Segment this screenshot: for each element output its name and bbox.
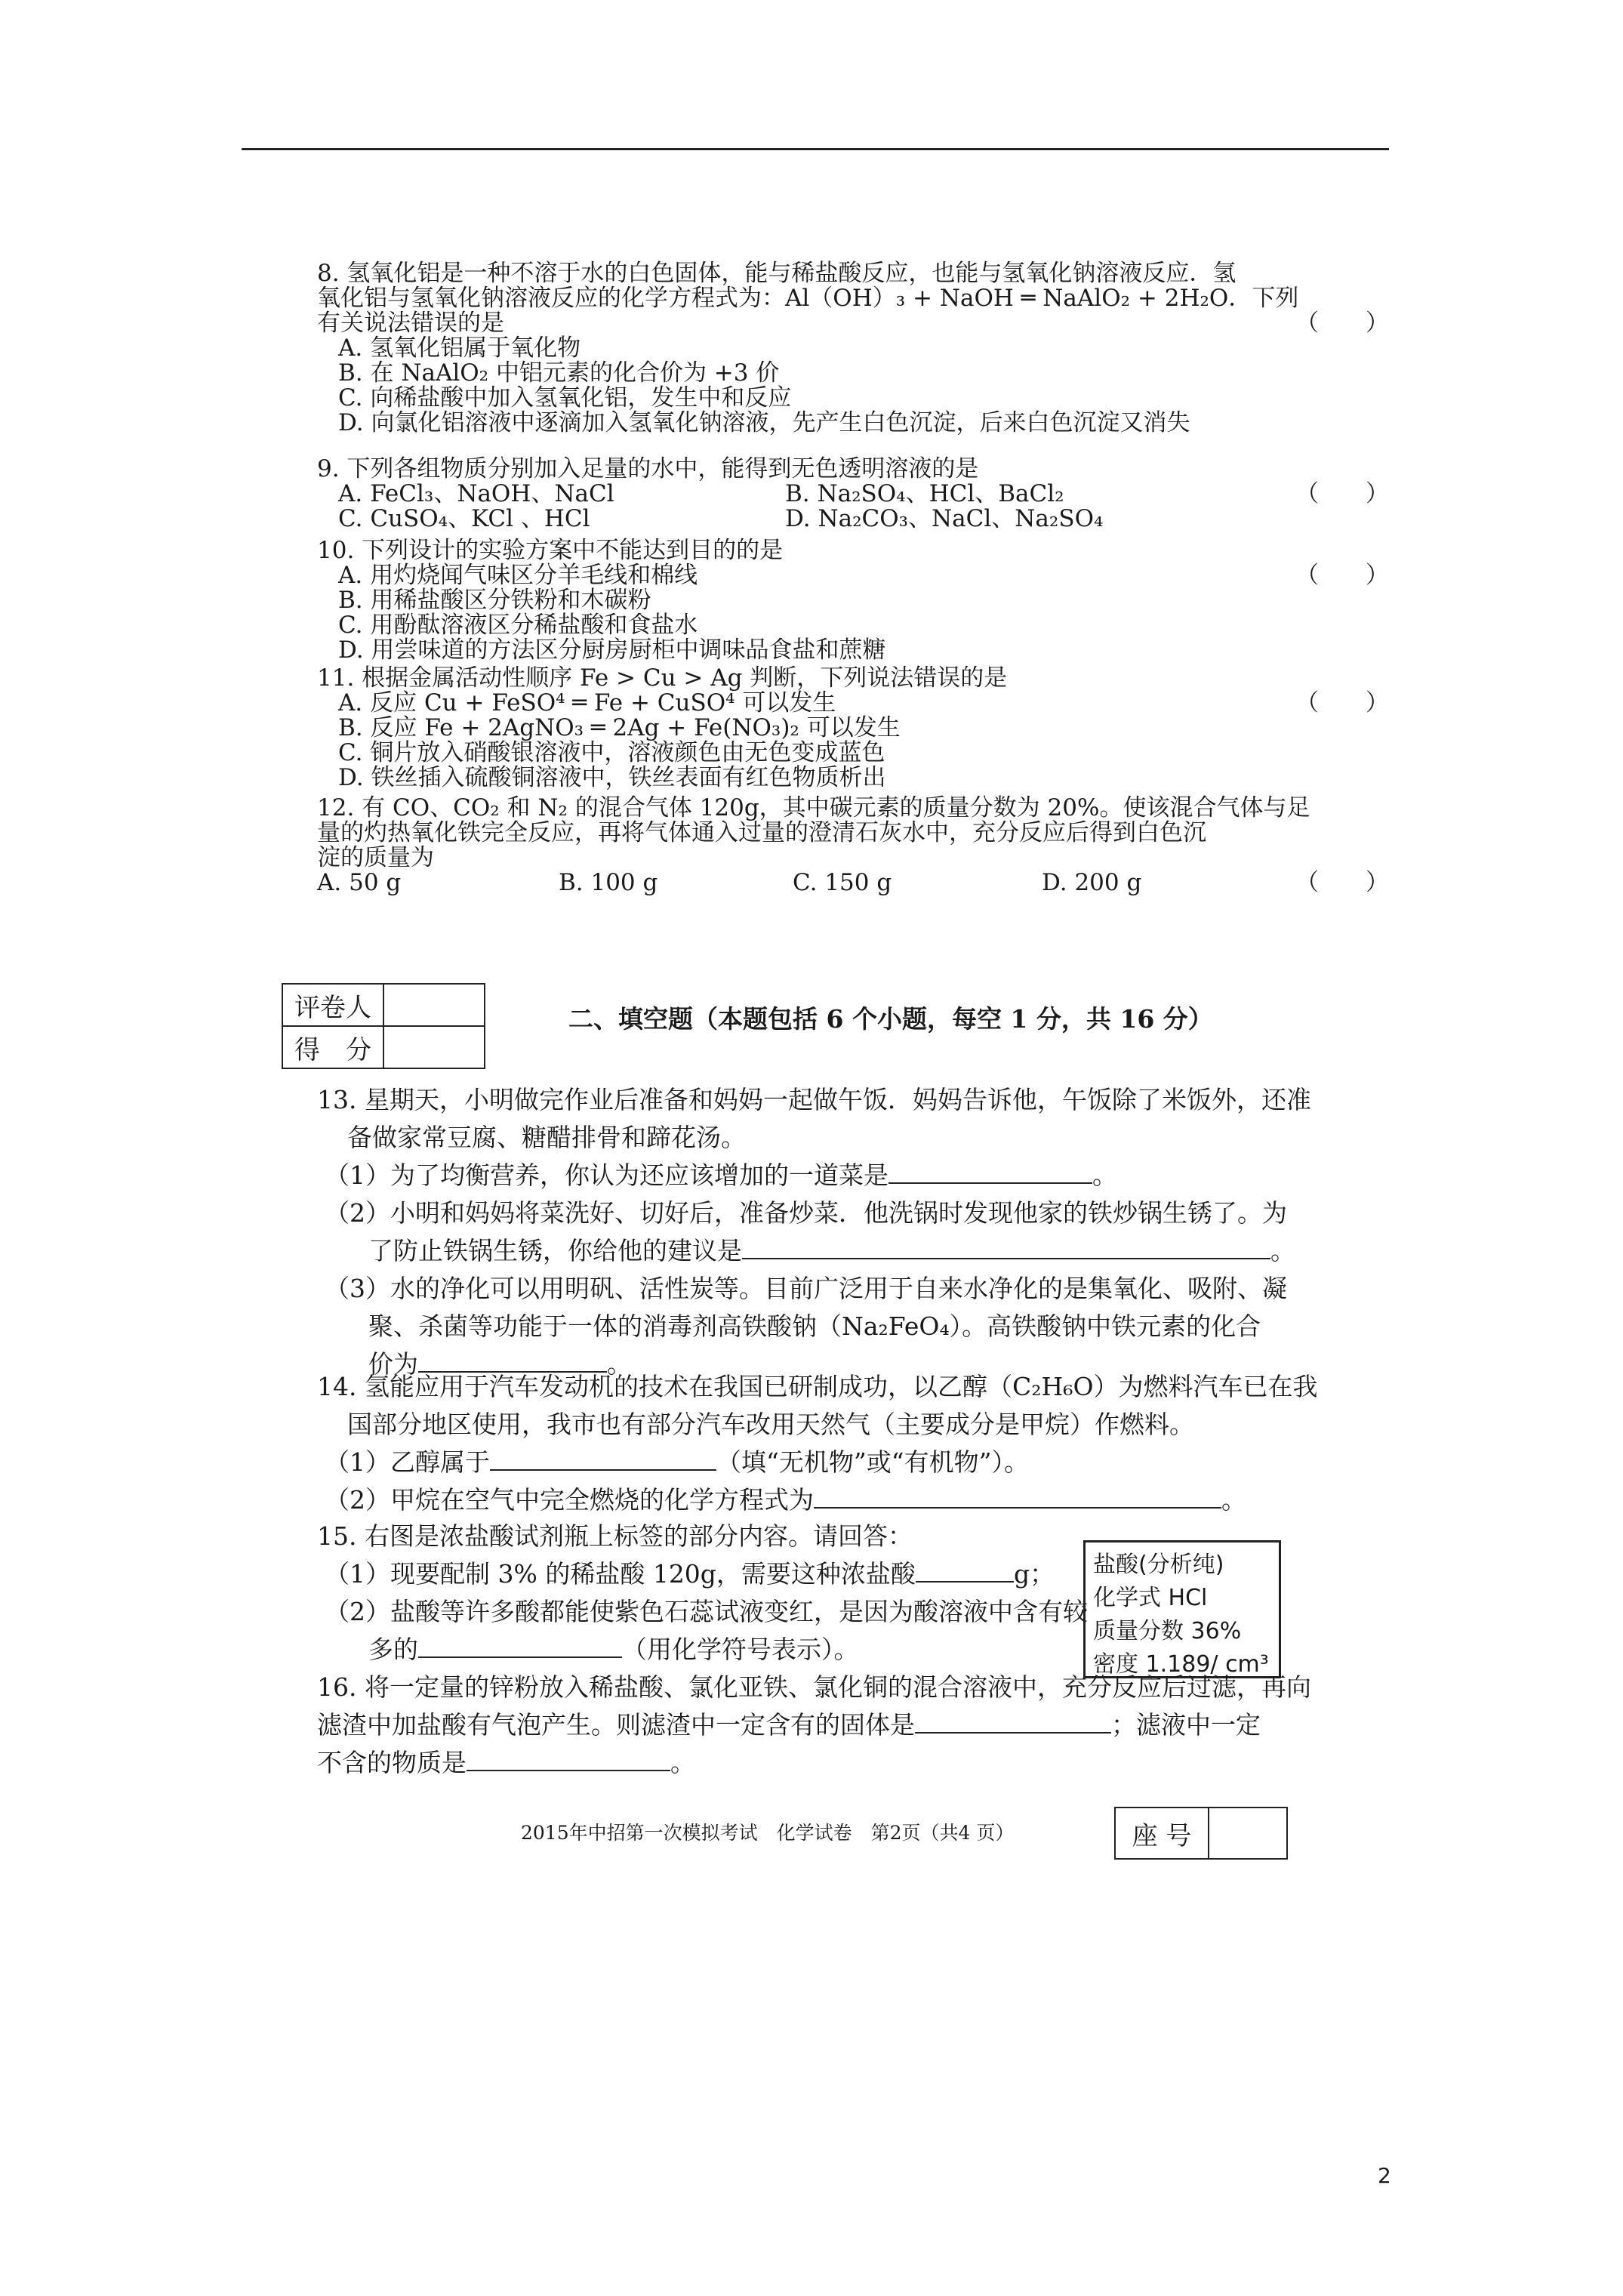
q11-option-b: B. 反应 Fe + 2AgNO₃ ═ 2Ag + Fe(NO₃)₂ 可以发生 xyxy=(338,714,901,741)
section-2-header xyxy=(282,983,1399,1074)
q13-part3-line3: 价为 xyxy=(368,1349,418,1379)
q10-option-d: D. 用尝味道的方法区分厨房厨柜中调味品食盐和蔗糖 xyxy=(338,636,886,664)
q13-part2-end: 。 xyxy=(1270,1236,1295,1265)
q9-option-c: C. CuSO₄、KCl 、HCl xyxy=(338,505,590,532)
q13-part2-line1: （2）小明和妈妈将菜洗好、切好后，准备炒菜．他洗锅时发现他家的铁炒锅生锈了。为 xyxy=(325,1198,1287,1228)
q11-stem: 11. 根据金属活动性顺序 Fe > Cu > Ag 判断，下列说法错误的是 xyxy=(317,664,1008,692)
q15-part1-unit: g； xyxy=(1013,1559,1055,1589)
q11-option-d: D. 铁丝插入硫酸铜溶液中，铁丝表面有红色物质析出 xyxy=(338,764,886,791)
q11-option-c: C. 铜片放入硝酸银溶液中，溶液颜色由无色变成蓝色 xyxy=(338,739,885,766)
question-9 xyxy=(317,457,1389,532)
q8-answer-paren: （ ） xyxy=(1295,310,1389,337)
q15-part1: （1）现要配制 3% 的稀盐酸 120g，需要这种浓盐酸 xyxy=(325,1559,916,1589)
q13-part3-line1: （3）水的净化可以用明矾、活性炭等。目前广泛用于自来水净化的是集氧化、吸附、凝 xyxy=(325,1274,1287,1303)
question-8 xyxy=(317,261,1389,436)
q12-answer-paren: （ ） xyxy=(1295,869,1389,896)
q9-option-b: B. Na₂SO₄、HCl、BaCl₂ xyxy=(785,480,1064,507)
q16-line2-tail: ；滤液中一定 xyxy=(1111,1710,1261,1740)
q16-line3: 不含的物质是 xyxy=(317,1748,467,1777)
q9-stem: 9. 下列各组物质分别加入足量的水中，能得到无色透明溶液的是 xyxy=(317,455,979,482)
q15-part2-blank[interactable] xyxy=(418,1632,622,1658)
label-mass-fraction: 质量分数 36% xyxy=(1093,1618,1242,1644)
reviewer-label: 评卷人 xyxy=(282,984,383,1026)
q12-option-c: C. 150 g xyxy=(793,869,892,896)
q10-stem: 10. 下列设计的实验方案中不能达到目的的是 xyxy=(317,537,784,564)
q13-line2: 备做家常豆腐、糖醋排骨和蹄花汤。 xyxy=(347,1123,746,1152)
q12-option-d: D. 200 g xyxy=(1042,869,1142,896)
q16-line3-end: 。 xyxy=(670,1748,695,1777)
q8-line1: 8. 氢氧化铝是一种不溶于水的白色固体，能与稀盐酸反应，也能与氢氧化钠溶液反应．氢 xyxy=(317,260,1236,287)
score-label: 得 分 xyxy=(282,1026,383,1068)
q15-line1: 15. 右图是浓盐酸试剂瓶上标签的部分内容。请回答： xyxy=(317,1521,913,1551)
page-footer: 2015年中招第一次模拟考试 化学试卷 第2页（共4 页） xyxy=(521,1822,1015,1844)
section-2-title: 二、填空题（本题包括 6 个小题，每空 1 分，共 16 分） xyxy=(568,1004,1213,1034)
q15-part2-line1: （2）盐酸等许多酸都能使紫色石蕊试液变红，是因为酸溶液中含有较 xyxy=(325,1597,1088,1626)
q10-option-b: B. 用稀盐酸区分铁粉和木碳粉 xyxy=(338,587,651,614)
q16-blank1[interactable] xyxy=(915,1708,1111,1734)
q15-part2-line2: 多的 xyxy=(368,1635,418,1664)
score-box xyxy=(282,983,485,1069)
q13-part3-line2: 聚、杀菌等功能于一体的消毒剂高铁酸钠（Na₂FeO₄）。高铁酸钠中铁元素的化合 xyxy=(368,1311,1261,1341)
q11-option-a: A. 反应 Cu + FeSO⁴ ═ Fe + CuSO⁴ 可以发生 xyxy=(338,689,836,717)
reagent-label xyxy=(1083,1540,1281,1678)
q8-option-a: A. 氢氧化铝属于氧化物 xyxy=(338,334,581,362)
reviewer-field[interactable] xyxy=(383,984,485,1026)
q13-part3-end: 。 xyxy=(607,1349,632,1379)
q13-part2-blank[interactable] xyxy=(742,1234,1270,1259)
question-11 xyxy=(317,666,1389,791)
q13-part1-blank[interactable] xyxy=(888,1158,1092,1184)
seat-field[interactable] xyxy=(1209,1808,1287,1859)
q9-answer-paren: （ ） xyxy=(1295,480,1389,507)
q13-part2-line2: 了防止铁锅生锈，你给他的建议是 xyxy=(368,1236,742,1265)
q8-option-b: B. 在 NaAlO₂ 中铝元素的化合价为 +3 价 xyxy=(338,359,780,387)
q14-line1: 14. 氢能应用于汽车发动机的技术在我国已研制成功，以乙醇（C₂H₆O）为燃料汽车已在我 xyxy=(317,1372,1318,1401)
label-formula: 化学式 HCl xyxy=(1093,1585,1208,1611)
question-10 xyxy=(317,538,1389,663)
question-14 xyxy=(317,1368,1318,1519)
q14-part1-hint: （填“无机物”或“有机物”）。 xyxy=(716,1447,1029,1477)
q14-part1-blank[interactable] xyxy=(490,1445,716,1471)
q8-line3: 有关说法错误的是 xyxy=(317,310,504,337)
q11-answer-paren: （ ） xyxy=(1295,689,1389,717)
q16-line1: 16. 将一定量的锌粉放入稀盐酸、氯化亚铁、氯化铜的混合溶液中，充分反应后过滤，再向 xyxy=(317,1672,1311,1702)
q14-part1: （1）乙醇属于 xyxy=(325,1447,490,1477)
q8-line2: 氧化铝与氢氧化钠溶液反应的化学方程式为：Al（OH）₃ + NaOH ═ NaAlO₂ + 2H₂O．下列 xyxy=(317,285,1299,312)
q12-line1: 12. 有 CO、CO₂ 和 N₂ 的混合气体 120g，其中碳元素的质量分数为 20%。使该混合气体与足 xyxy=(317,794,1310,821)
question-13 xyxy=(317,1081,1311,1383)
q10-option-a: A. 用灼烧闻气味区分羊毛线和棉线 xyxy=(338,562,698,589)
q12-option-b: B. 100 g xyxy=(559,869,658,896)
q16-line2: 滤渣中加盐酸有气泡产生。则滤渣中一定含有的固体是 xyxy=(317,1710,915,1740)
q15-part1-blank[interactable] xyxy=(916,1557,1014,1583)
q14-part2-end: 。 xyxy=(1221,1485,1246,1515)
q13-line1: 13. 星期天，小明做完作业后准备和妈妈一起做午饭．妈妈告诉他，午饭除了米饭外，还准 xyxy=(317,1085,1311,1114)
q14-line2: 国部分地区使用，我市也有部分汽车改用天然气（主要成分是甲烷）作燃料。 xyxy=(347,1410,1194,1439)
q9-option-d: D. Na₂CO₃、NaCl、Na₂SO₄ xyxy=(785,505,1104,532)
q10-answer-paren: （ ） xyxy=(1295,562,1389,589)
q14-part2-blank[interactable] xyxy=(814,1483,1221,1509)
q15-part2-hint: （用化学符号表示）。 xyxy=(622,1635,859,1664)
q8-option-d: D. 向氯化铝溶液中逐滴加入氢氧化钠溶液，先产生白色沉淀，后来白色沉淀又消失 xyxy=(338,409,1190,436)
q12-option-a: A. 50 g xyxy=(317,869,402,896)
q13-part1: （1）为了均衡营养，你认为还应该增加的一道菜是 xyxy=(325,1160,888,1190)
seat-label: 座 号 xyxy=(1115,1808,1209,1859)
q16-blank2[interactable] xyxy=(467,1746,670,1771)
q8-option-c: C. 向稀盐酸中加入氢氧化铝，发生中和反应 xyxy=(338,384,792,411)
top-rule xyxy=(242,148,1389,150)
q12-line2: 量的灼热氧化铁完全反应，再将气体通入过量的澄清石灰水中，充分反应后得到白色沉 xyxy=(317,819,1206,846)
seat-box xyxy=(1114,1807,1288,1860)
q12-line3: 淀的质量为 xyxy=(317,844,434,871)
question-12 xyxy=(317,796,1389,895)
label-title: 盐酸(分析纯) xyxy=(1093,1552,1224,1578)
label-density: 密度 1.189/ cm³ xyxy=(1093,1651,1269,1678)
q10-option-c: C. 用酚酞溶液区分稀盐酸和食盐水 xyxy=(338,612,698,639)
score-field[interactable] xyxy=(383,1026,485,1068)
q14-part2: （2）甲烷在空气中完全燃烧的化学方程式为 xyxy=(325,1485,814,1515)
q9-option-a: A. FeCl₃、NaOH、NaCl xyxy=(338,480,614,507)
page-number: 2 xyxy=(1378,2163,1391,2188)
question-16 xyxy=(317,1669,1311,1782)
q13-part1-end: 。 xyxy=(1092,1160,1117,1190)
